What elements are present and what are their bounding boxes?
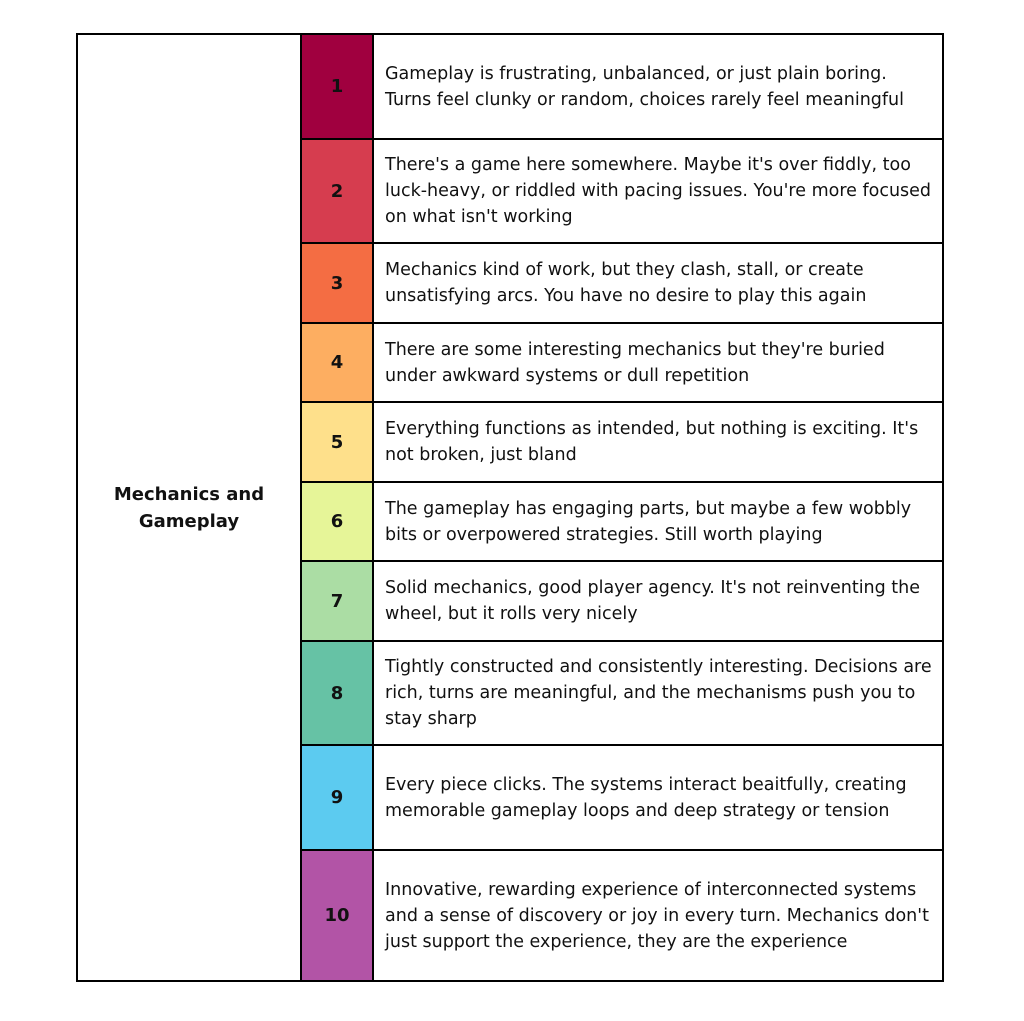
score-cell: 10 (301, 850, 373, 981)
category-cell (77, 34, 301, 981)
description-cell: Every piece clicks. The systems interact beaitfully, creating memorable gameplay loops and deep strategy or tension (373, 745, 943, 850)
description-cell: Solid mechanics, good player agency. It's not reinventing the wheel, but it rolls very nicely (373, 561, 943, 641)
category-label: Mechanics and Gameplay (113, 483, 265, 532)
description-cell: Everything functions as intended, but nothing is exciting. It's not broken, just bland (373, 402, 943, 482)
description-cell: The gameplay has engaging parts, but maybe a few wobbly bits or overpowered strategies. Still worth playing (373, 482, 943, 561)
score-cell: 2 (301, 139, 373, 243)
score-cell: 3 (301, 243, 373, 323)
score-cell: 9 (301, 745, 373, 850)
description-cell: Gameplay is frustrating, unbalanced, or just plain boring. Turns feel clunky or random, choices rarely feel meaningful (373, 34, 943, 139)
score-cell: 5 (301, 402, 373, 482)
score-cell: 6 (301, 482, 373, 561)
score-cell: 4 (301, 323, 373, 402)
score-cell: 1 (301, 34, 373, 139)
description-cell: There are some interesting mechanics but they're buried under awkward systems or dull repetition (373, 323, 943, 402)
score-cell: 7 (301, 561, 373, 641)
rubric-row (77, 34, 943, 139)
description-cell: There's a game here somewhere. Maybe it's over fiddly, too luck-heavy, or riddled with pacing issues. You're more focused on what isn't working (373, 139, 943, 243)
score-cell: 8 (301, 641, 373, 745)
description-cell: Tightly constructed and consistently interesting. Decisions are rich, turns are meaningful, and the mechanisms push you to stay sharp (373, 641, 943, 745)
rubric-table (76, 33, 944, 982)
description-cell: Mechanics kind of work, but they clash, stall, or create unsatisfying arcs. You have no desire to play this again (373, 243, 943, 323)
description-cell: Innovative, rewarding experience of interconnected systems and a sense of discovery or joy in every turn. Mechanics don't just support the experience, they are the experience (373, 850, 943, 981)
